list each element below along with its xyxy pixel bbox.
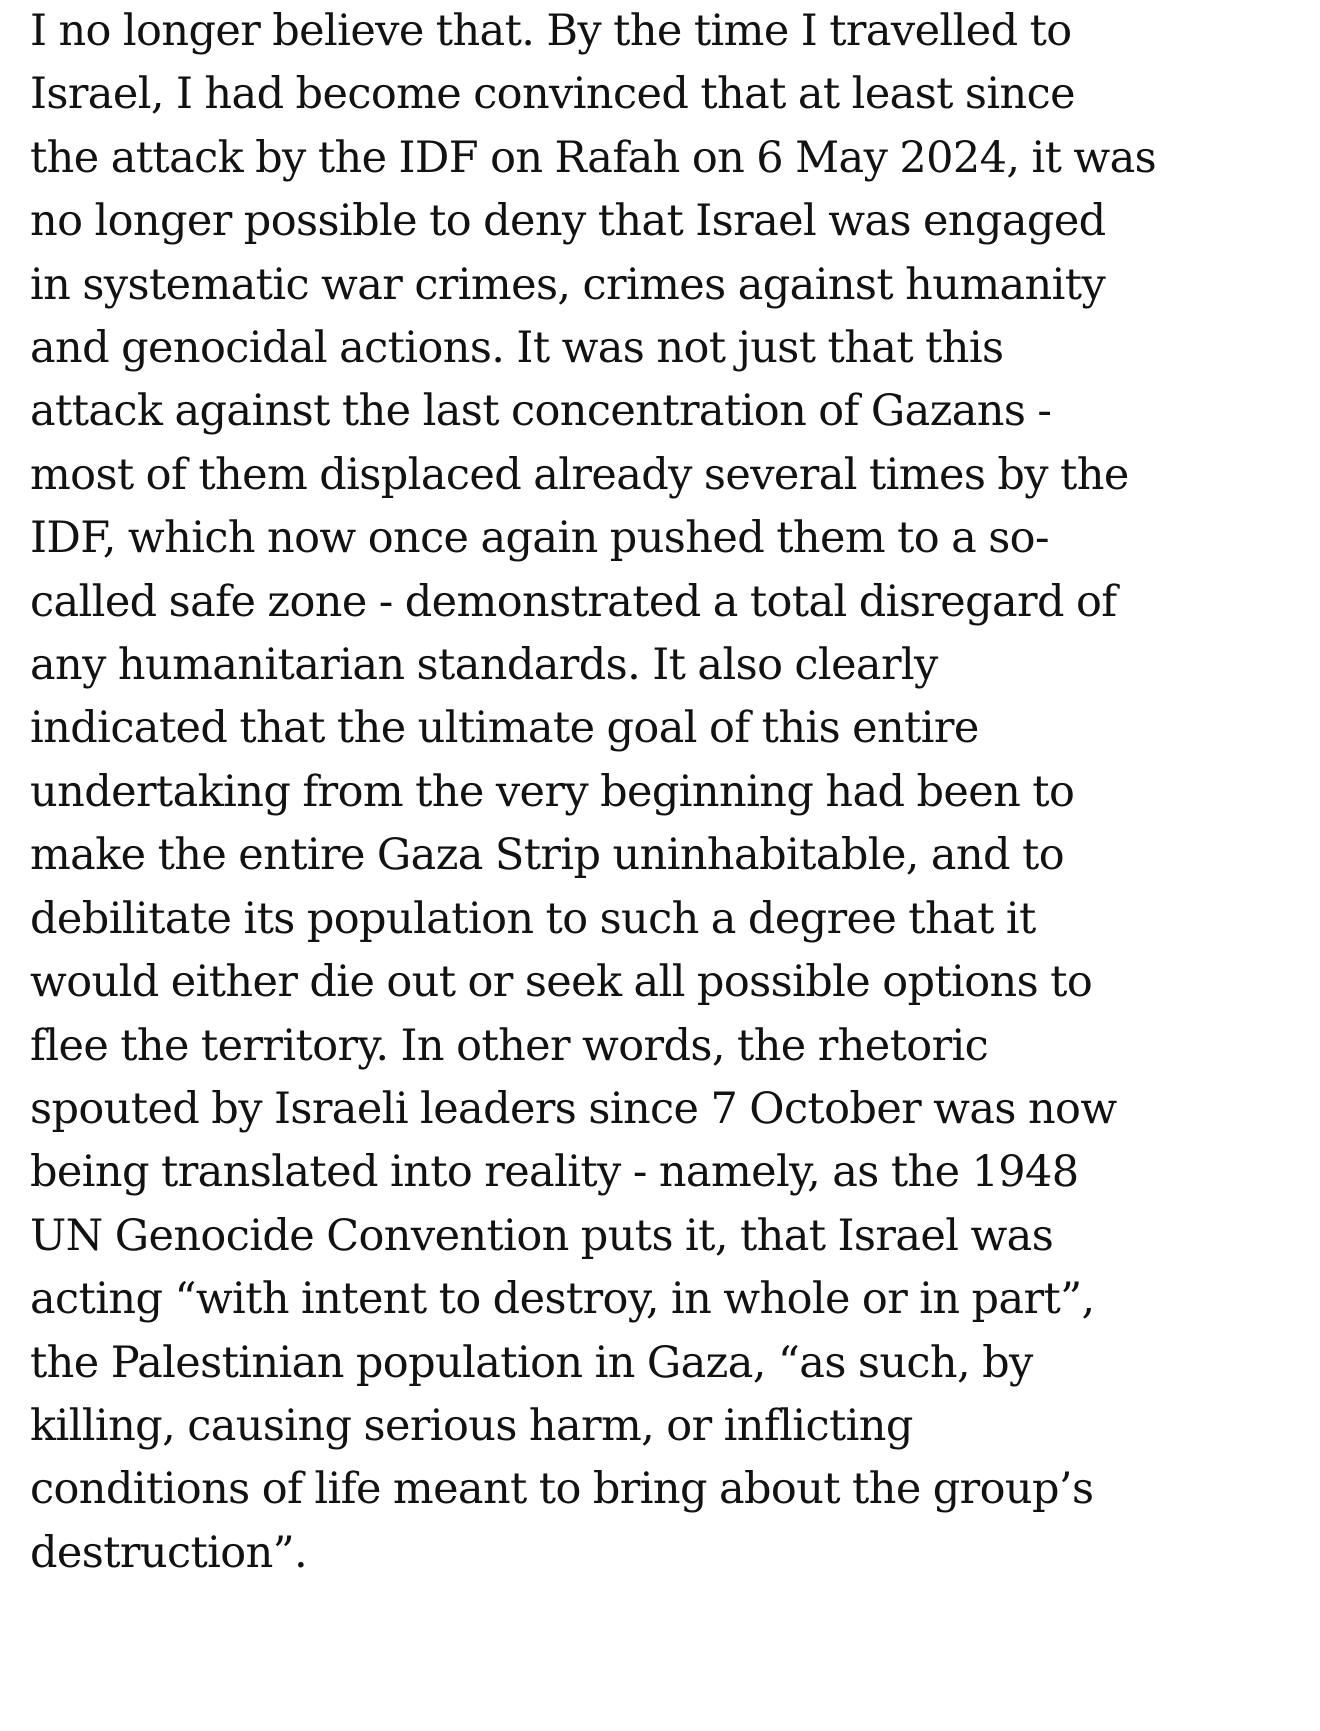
paragraph-line: spouted by Israeli leaders since 7 October was now [30, 1083, 1117, 1134]
paragraph-line: and genocidal actions. It was not just that this [30, 323, 1004, 374]
paragraph-line: any humanitarian standards. It also clearly [30, 640, 938, 691]
article-paragraph [30, 0, 1300, 1585]
paragraph-line: most of them displaced already several times by the [30, 449, 1129, 500]
paragraph-line: no longer possible to deny that Israel was engaged [30, 196, 1106, 247]
paragraph-line: make the entire Gaza Strip uninhabitable, and to [30, 830, 1065, 881]
paragraph-line: conditions of life meant to bring about the group’s [30, 1464, 1094, 1515]
paragraph-line: the Palestinian population in Gaza, “as such, by [30, 1337, 1033, 1388]
paragraph-line: the attack by the IDF on Rafah on 6 May 2024, it was [30, 132, 1157, 183]
article-body [30, 0, 1300, 1585]
paragraph-line: undertaking from the very beginning had been to [30, 766, 1075, 817]
paragraph-line: IDF, which now once again pushed them to a so- [30, 513, 1049, 564]
paragraph-line: UN Genocide Convention puts it, that Israel was [30, 1210, 1054, 1261]
paragraph-line: flee the territory. In other words, the rhetoric [30, 1020, 989, 1071]
paragraph-line: indicated that the ultimate goal of this entire [30, 703, 979, 754]
paragraph-line: debilitate its population to such a degree that it [30, 893, 1036, 944]
paragraph-line: being translated into reality - namely, as the 1948 [30, 1147, 1079, 1198]
paragraph-line: Israel, I had become convinced that at least since [30, 69, 1075, 120]
paragraph-line: called safe zone - demonstrated a total disregard of [30, 576, 1117, 627]
paragraph-line: killing, causing serious harm, or inflicting [30, 1400, 913, 1451]
paragraph-line: acting “with intent to destroy, in whole or in part”, [30, 1274, 1095, 1325]
paragraph-line: would either die out or seek all possible options to [30, 957, 1093, 1008]
paragraph-line: in systematic war crimes, crimes against humanity [30, 259, 1106, 310]
paragraph-line: attack against the last concentration of Gazans - [30, 386, 1052, 437]
paragraph-line: I no longer believe that. By the time I travelled to [30, 6, 1072, 56]
paragraph-line: destruction”. [30, 1527, 308, 1578]
